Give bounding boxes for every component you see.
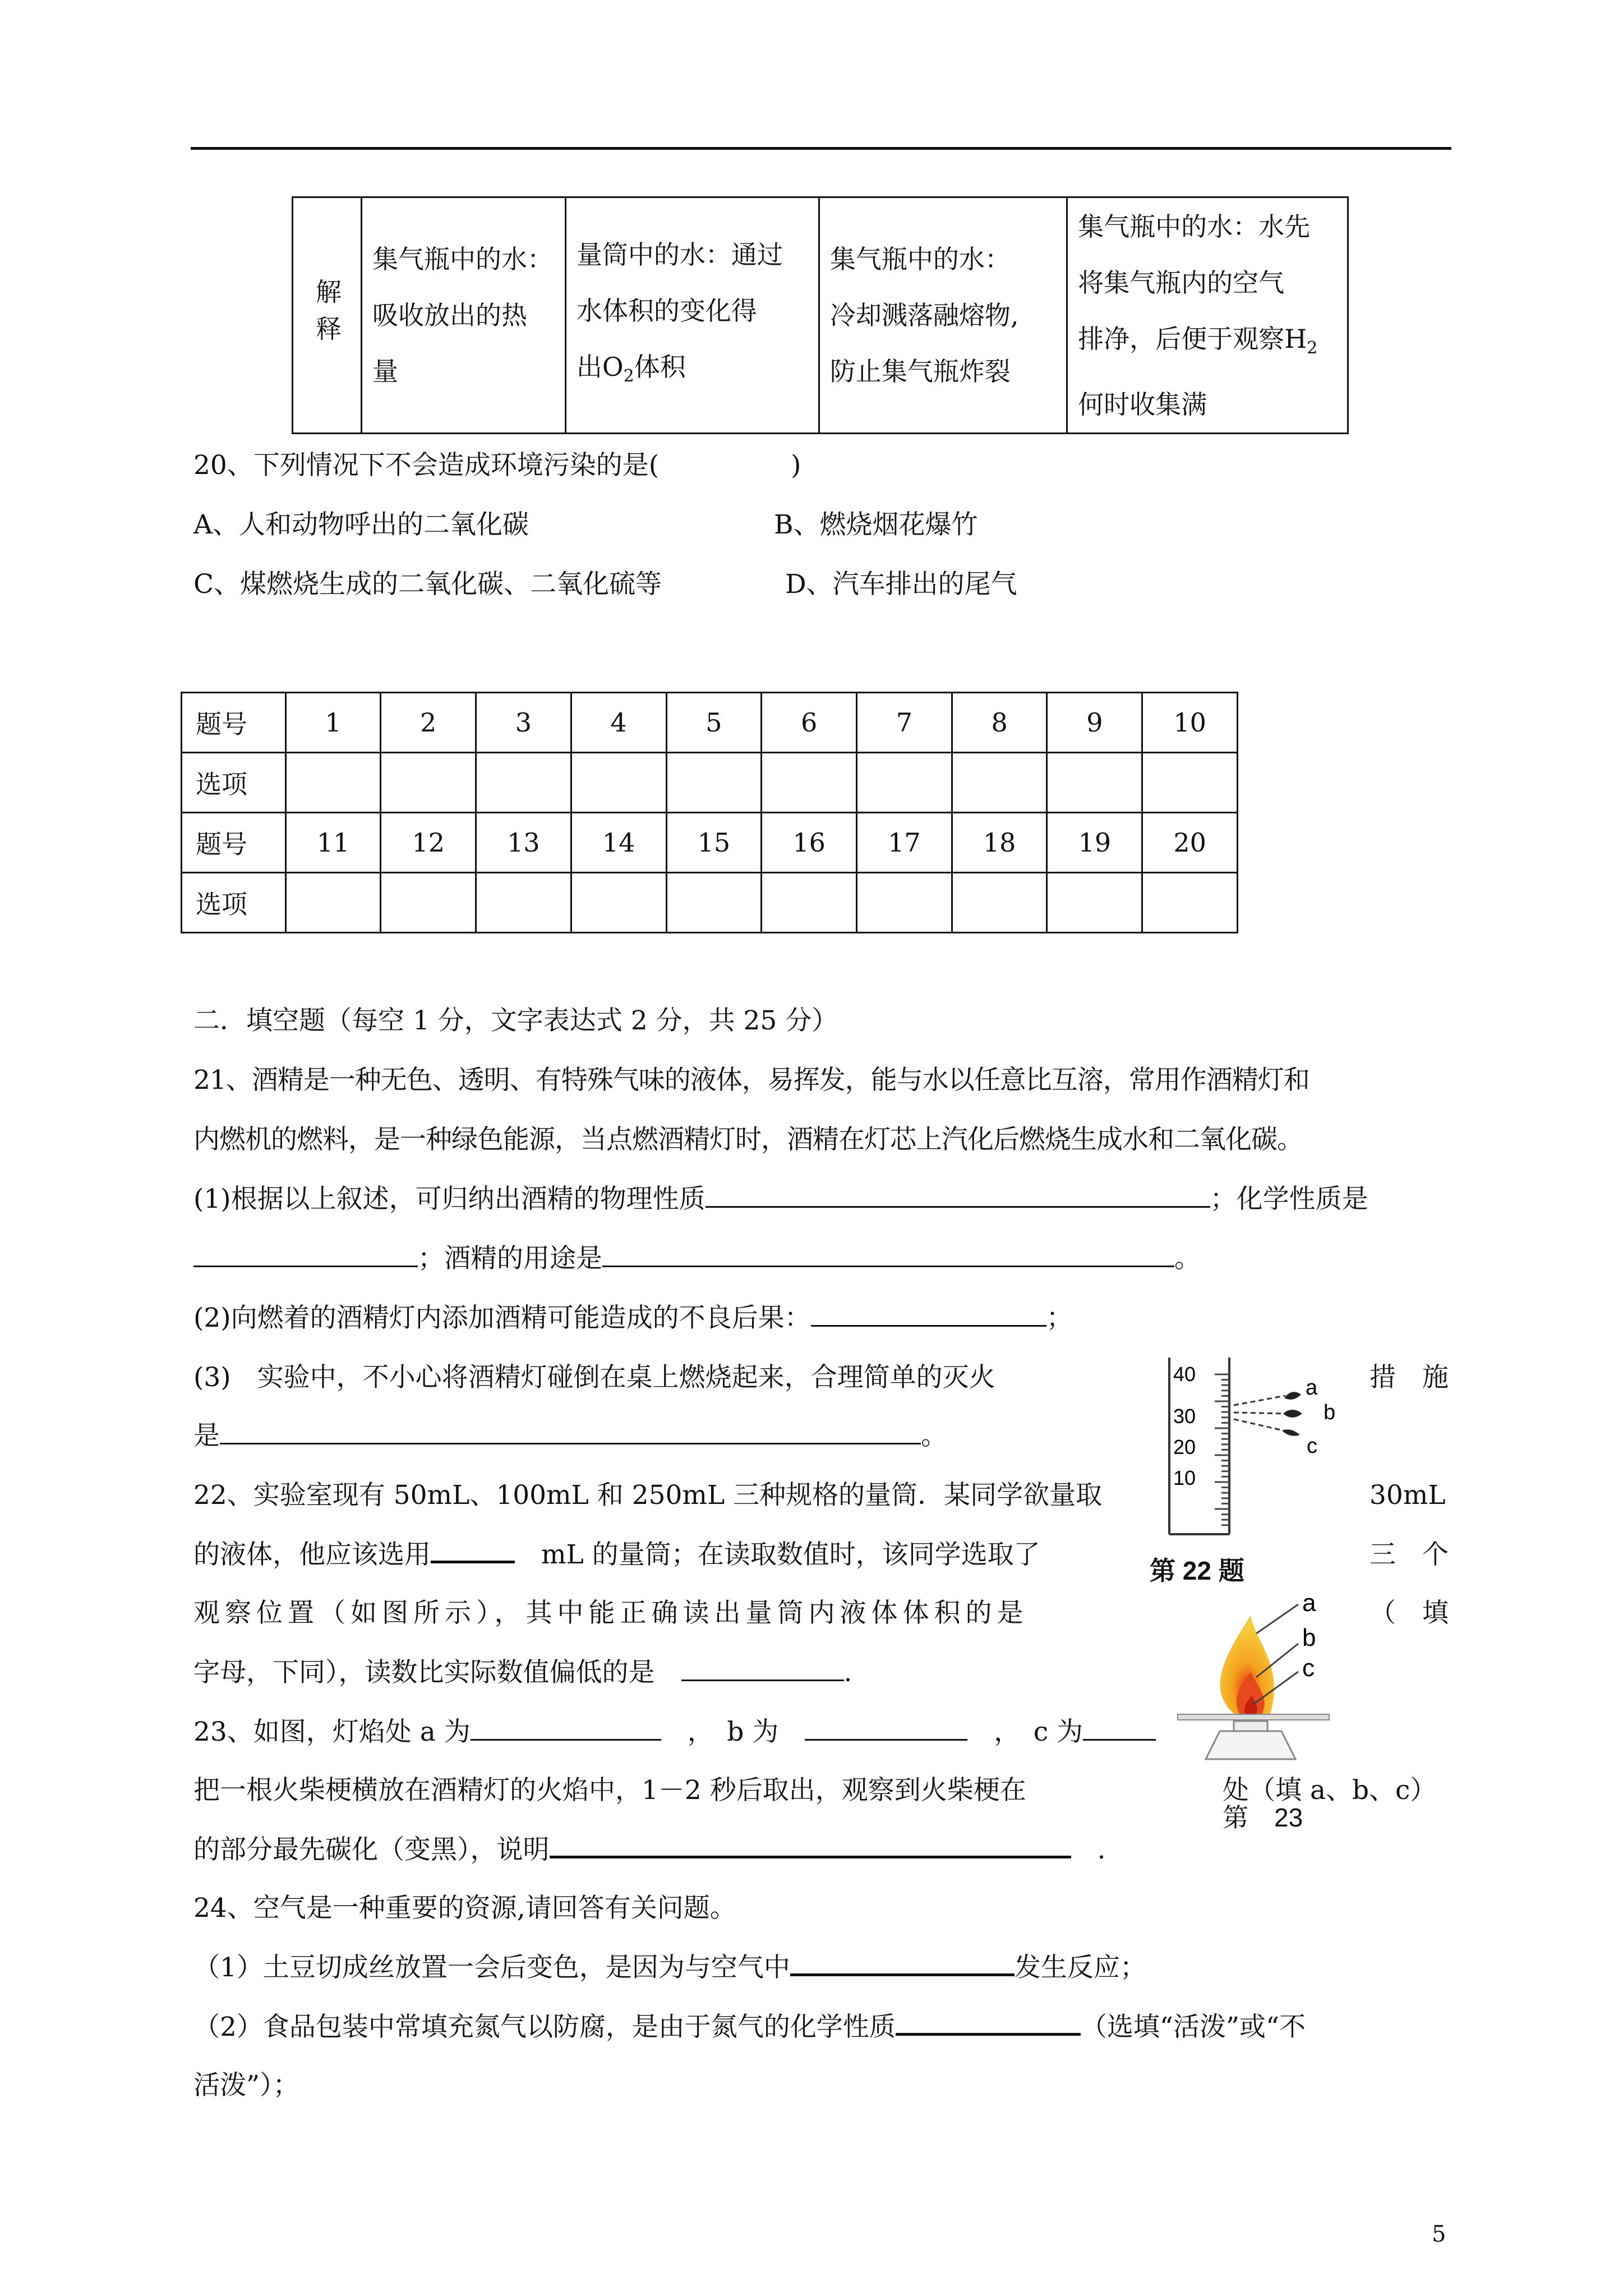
q22-line1: 22、实验室现有 50mL、100mL 和 250mL 三种规格的量筒．某同学欲量取 xyxy=(193,1480,1103,1511)
page-number: 5 xyxy=(1432,2221,1446,2247)
q24-stem: 24、空气是一种重要的资源,请回答有关问题。 xyxy=(193,1893,736,1924)
q24-sub1: （1）土豆切成丝放置一会后变色，是因为与空气中 发生反应； xyxy=(193,1952,1146,1983)
grid-number: 14 xyxy=(571,813,666,873)
blank-nitrogen-property[interactable] xyxy=(896,2010,1081,2036)
q20-option-b: B、燃烧烟花爆竹 xyxy=(774,509,978,540)
eye-c-icon xyxy=(1282,1429,1300,1436)
answer-cell[interactable] xyxy=(952,753,1047,813)
answer-cell[interactable] xyxy=(1142,753,1238,813)
grid-number: 17 xyxy=(857,813,952,873)
q21-sub1-line1: (1)根据以上叙述，可归纳出酒精的物理性质 ；化学性质是 xyxy=(193,1184,1368,1214)
answer-cell[interactable] xyxy=(762,873,857,933)
q21-para-1: 21、酒精是一种无色、透明、有特殊气味的液体，易挥发，能与水以任意比互溶，常用作酒精灯和 xyxy=(193,1065,1310,1096)
explain-cell-3: 集气瓶中的水： 冷却溅落融熔物, 防止集气瓶炸裂 xyxy=(819,197,1067,434)
answer-cell[interactable] xyxy=(762,753,857,813)
grid-row-numbers-2 xyxy=(182,813,1238,873)
section-heading: 二．填空题（每空 1 分，文字表达式 2 分，共 25 分） xyxy=(193,1005,838,1036)
blank-cylinder-size[interactable] xyxy=(431,1538,515,1563)
figure-23-caption: 第 23 xyxy=(1223,1803,1303,1832)
sight-line-b xyxy=(1234,1412,1285,1414)
answer-cell[interactable] xyxy=(285,873,381,933)
q22-line4: 字母，下同），读数比实际数值偏低的是 . xyxy=(193,1657,852,1688)
grid-number: 10 xyxy=(1142,693,1238,753)
explain-cell-2: 量筒中的水：通过 水体积的变化得 出$O_2$体积 xyxy=(565,197,819,434)
q22-line3-end: （ 填 xyxy=(1370,1598,1449,1628)
flame-figure xyxy=(1172,1588,1357,1773)
label-b: b xyxy=(1324,1401,1336,1424)
explanation-table xyxy=(292,196,1349,434)
answer-cell[interactable] xyxy=(476,873,571,933)
tick-label-40: 40 xyxy=(1173,1363,1196,1386)
answer-cell[interactable] xyxy=(857,873,952,933)
q22-line2-end: 三 个 xyxy=(1370,1539,1449,1570)
answer-cell[interactable] xyxy=(571,873,666,933)
q22-line1-volume: 30mL xyxy=(1370,1480,1446,1511)
grid-label-option: 选项 xyxy=(182,873,286,933)
matchstick xyxy=(1178,1714,1329,1720)
grid-number: 18 xyxy=(952,813,1047,873)
eye-b-icon xyxy=(1283,1410,1302,1418)
grid-number: 15 xyxy=(666,813,762,873)
grid-row-options-1 xyxy=(182,753,1238,813)
tick-label-10: 10 xyxy=(1173,1466,1196,1489)
blank-low-reading[interactable] xyxy=(681,1657,844,1681)
blank-use[interactable] xyxy=(602,1243,1174,1267)
blank-flame-b[interactable] xyxy=(805,1717,967,1741)
grid-number: 12 xyxy=(381,813,476,873)
tick-label-30: 30 xyxy=(1173,1405,1196,1428)
flame-label-c: c xyxy=(1302,1654,1315,1682)
q21-sub3-line1: (3) 实验中，不小心将酒精灯碰倒在桌上燃烧起来，合理简单的灭火 xyxy=(193,1362,995,1393)
grid-label-option: 选项 xyxy=(182,753,286,813)
lamp-wick-holder xyxy=(1234,1721,1267,1731)
grid-label-number: 题号 xyxy=(182,693,286,753)
grid-number: 11 xyxy=(285,813,381,873)
answer-cell[interactable] xyxy=(571,753,666,813)
q23-line1: 23、如图，灯焰处 a 为 ， b 为 ， c 为 xyxy=(193,1715,1156,1749)
q22-line2: 的液体，他应该选用 mL 的量筒；在读取数值时，该同学选取了 xyxy=(193,1539,1040,1570)
answer-cell[interactable] xyxy=(1047,753,1142,813)
grid-number: 3 xyxy=(476,693,571,753)
q21-sub1-line2: ；酒精的用途是 。 xyxy=(193,1242,1201,1276)
answer-cell[interactable] xyxy=(1142,873,1238,933)
q21-para-2: 内燃机的燃料，是一种绿色能源，当点燃酒精灯时，酒精在灯芯上汽化后燃烧生成水和二氧化碳。 xyxy=(193,1124,1303,1155)
answer-cell[interactable] xyxy=(381,873,476,933)
q21-sub3-measures: 措 施 xyxy=(1370,1362,1449,1393)
answer-cell[interactable] xyxy=(381,753,476,813)
grid-row-options-2 xyxy=(182,873,1238,933)
q23-line2-end: 处（填 a、b、c） xyxy=(1223,1775,1437,1806)
row-label-text: 解释 xyxy=(312,278,342,352)
answer-cell[interactable] xyxy=(285,753,381,813)
blank-flame-a[interactable] xyxy=(471,1717,661,1741)
row-label xyxy=(293,197,362,434)
answer-grid xyxy=(181,692,1238,933)
q20-option-a: A、人和动物呼出的二氧化碳 xyxy=(193,509,529,540)
q23-line2: 把一根火柴梗横放在酒精灯的火焰中，1－2 秒后取出，观察到火柴梗在 xyxy=(193,1775,1026,1806)
cylinder-figure xyxy=(1155,1346,1357,1537)
label-c: c xyxy=(1307,1434,1317,1458)
pointer-a xyxy=(1256,1604,1298,1634)
explain-cell-1: 集气瓶中的水： 吸收放出的热 量 xyxy=(362,197,566,434)
grid-label-number: 题号 xyxy=(182,813,286,873)
grid-number: 20 xyxy=(1142,813,1238,873)
answer-cell[interactable] xyxy=(666,753,762,813)
q24-sub2-cont: 活泼”）； xyxy=(193,2070,299,2101)
grid-number: 16 xyxy=(762,813,857,873)
explain-cell-4: 集气瓶中的水：水先 将集气瓶内的空气 排净，后便于观察$H_2$ 何时收集满 xyxy=(1067,197,1348,434)
blank-flame-c[interactable] xyxy=(1083,1717,1156,1741)
sight-line-c xyxy=(1234,1419,1283,1430)
lamp-body xyxy=(1206,1731,1295,1759)
blank-consequence[interactable] xyxy=(811,1303,1046,1327)
blank-conclusion[interactable] xyxy=(550,1833,1071,1858)
blank-air-component[interactable] xyxy=(790,1951,1015,1976)
q23-line3: 的部分最先碳化（变黑），说明 . xyxy=(193,1834,1106,1865)
grid-number: 8 xyxy=(952,693,1047,753)
flame-label-a: a xyxy=(1302,1589,1316,1617)
header-rule xyxy=(191,147,1451,150)
blank-chemical-property[interactable] xyxy=(193,1243,418,1267)
grid-row-numbers-1 xyxy=(182,693,1238,753)
grid-number: 4 xyxy=(571,693,666,753)
grid-number: 6 xyxy=(762,693,857,753)
q22-line3: 观察位置（如图所示），其中能正确读出量筒内液体体积的是 xyxy=(193,1598,1029,1628)
answer-cell[interactable] xyxy=(476,753,571,813)
grid-number: 2 xyxy=(381,693,476,753)
flame-label-b: b xyxy=(1302,1624,1316,1651)
answer-cell[interactable] xyxy=(952,873,1047,933)
label-a: a xyxy=(1306,1376,1318,1400)
grid-number: 13 xyxy=(476,813,571,873)
blank-physical-property[interactable] xyxy=(706,1184,1210,1208)
sight-line-a xyxy=(1234,1396,1285,1405)
answer-cell[interactable] xyxy=(857,753,952,813)
q21-sub2: (2)向燃着的酒精灯内添加酒精可能造成的不良后果： ； xyxy=(193,1303,1073,1333)
grid-number: 7 xyxy=(857,693,952,753)
grid-number: 1 xyxy=(285,693,381,753)
grid-number: 5 xyxy=(666,693,762,753)
q20-stem: 20、下列情况下不会造成环境污染的是( ) xyxy=(193,450,801,481)
q21-sub3-line2: 是 。 xyxy=(193,1420,947,1451)
q20-option-d: D、汽车排出的尾气 xyxy=(785,569,1017,600)
answer-cell[interactable] xyxy=(1047,873,1142,933)
q20-option-c: C、煤燃烧生成的二氧化碳、二氧化硫等 xyxy=(193,569,662,600)
blank-extinguish[interactable] xyxy=(220,1420,921,1444)
grid-number: 19 xyxy=(1047,813,1142,873)
eye-a-icon xyxy=(1284,1392,1301,1400)
q24-sub2: （2）食品包装中常填充氮气以防腐，是由于氮气的化学性质 （选填“活泼”或“不 xyxy=(193,2012,1306,2042)
answer-cell[interactable] xyxy=(666,873,762,933)
figure-22-caption: 第 22 题 xyxy=(1150,1556,1244,1585)
grid-number: 9 xyxy=(1047,693,1142,753)
tick-label-20: 20 xyxy=(1173,1435,1196,1458)
